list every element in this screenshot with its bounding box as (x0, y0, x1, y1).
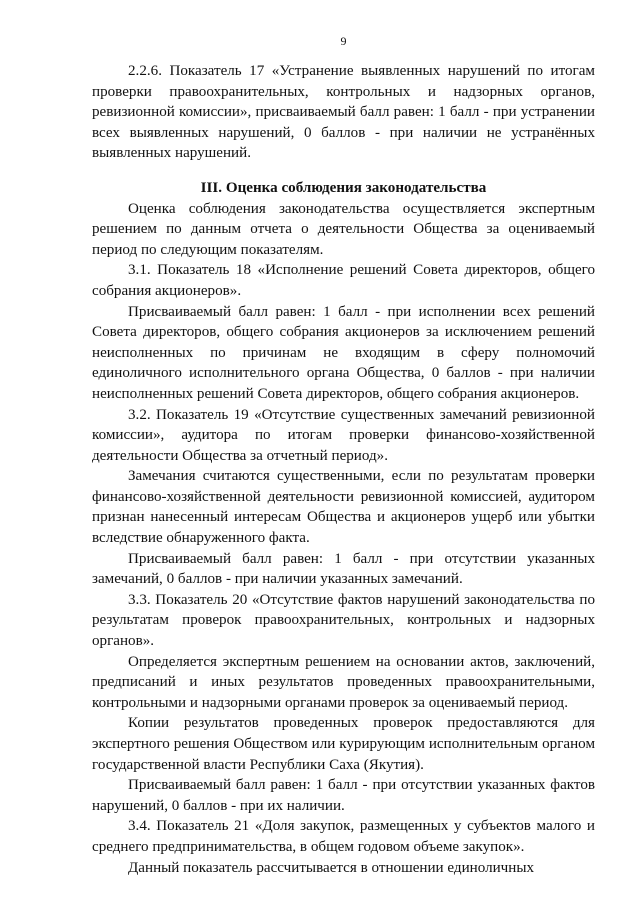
paragraph-2-2-6: 2.2.6. Показатель 17 «Устранение выявленных нарушений по итогам проверки правоохранительных, контрольных и надзорных органов, ревизионной комиссии», присваиваемый балл равен: 1 балл - при устранении всех выявленных нарушений, 0 баллов - при наличии не устранённых выявленных нарушений. (92, 63, 595, 162)
paragraph: Определяется экспертным решением на основании актов, заключений, предписаний и иных результатов проведенных правоохранительными, контрольными и надзорными органами проверок за оцениваемый период. (92, 653, 595, 711)
paragraph: Копии результатов проведенных проверок предоставляются для экспертного решения Обществом или курирующим исполнительным органом государственной власти Республики Саха (Якутия). (92, 715, 595, 773)
paragraph: Присваиваемый балл равен: 1 балл - при отсутствии указанных замечаний, 0 баллов - при наличии указанных замечаний. (92, 550, 595, 588)
paragraph-3-4: 3.4. Показатель 21 «Доля закупок, размещенных у субъектов малого и среднего предпринимательства, в общем годовом объеме закупок». (92, 818, 595, 855)
section-heading: III. Оценка соблюдения законодательства (200, 179, 487, 196)
paragraph: Присваиваемый балл равен: 1 балл - при отсутствии указанных фактов нарушений, 0 баллов - при их наличии. (92, 777, 595, 814)
paragraph: Присваиваемый балл равен: 1 балл - при исполнении всех решений Совета директоров, общего собрания акционеров за исключением решений неисполненных по причинам не входящим в сферу полномочий единоличного исполнительного органа Общества, 0 баллов - при наличии неисполненных решений Совета директоров, общего собрания акционеров. (92, 303, 595, 402)
paragraph: Замечания считаются существенными, если по результатам проверки финансово-хозяйственной деятельности ревизионной комиссией, аудитором признан нанесенный интересам Общества и акционеров ущерб или убытки вследствие обнаруженного факта. (92, 468, 595, 547)
paragraph: Оценка соблюдения законодательства осуществляется экспертным решением по данным отчета о деятельности Общества за оцениваемый период по следующим показателям. (92, 200, 595, 258)
paragraph-3-3: 3.3. Показатель 20 «Отсутствие фактов нарушений законодательства по результатам проверок правоохранительных, контрольных и надзорных органов». (92, 591, 595, 650)
paragraph: Данный показатель рассчитывается в отношении единоличных (128, 859, 535, 876)
page-number: 9 (340, 34, 347, 48)
paragraph-3-1: 3.1. Показатель 18 «Исполнение решений Совета директоров, общего собрания акционеров». (92, 262, 595, 299)
paragraph-3-2: 3.2. Показатель 19 «Отсутствие существенных замечаний ревизионной комиссии», аудитора по итогам проверки финансово-хозяйственной деятельности Общества за отчетный период». (92, 406, 595, 464)
document-body (92, 61, 595, 878)
